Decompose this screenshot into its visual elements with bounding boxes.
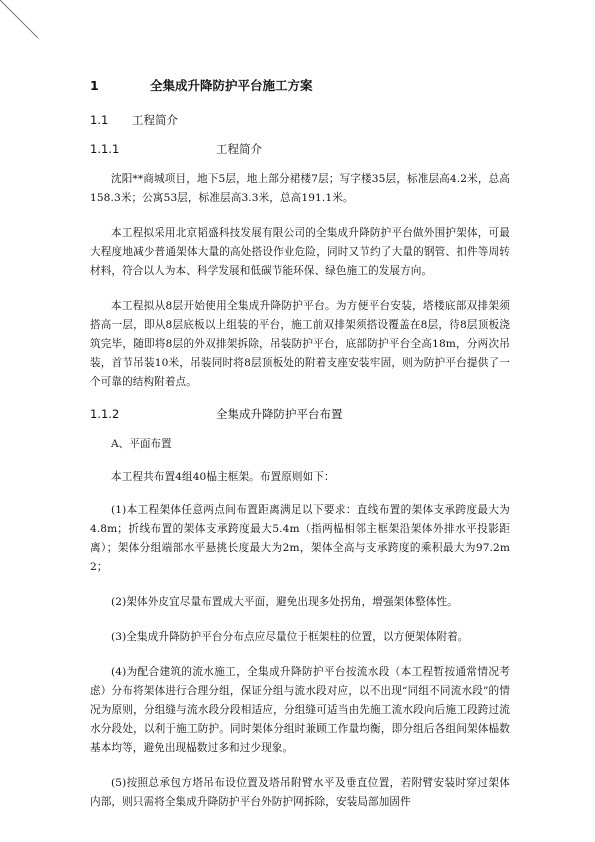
heading-1-1 (90, 112, 510, 129)
heading-1-1-2-title: 全集成升降防护平台布置 (216, 407, 343, 421)
paragraph-layout-intro: 本工程共布置4组40榀主框架。布置原则如下： (111, 471, 335, 483)
heading-1-1-1-number: 1.1.1 (90, 142, 120, 156)
heading-1-1-2-number: 1.1.2 (90, 407, 120, 421)
paragraph-platform-adoption: 本工程拟采用北京韬盛科技发展有限公司的全集成升降防护平台做外围护架体，可最大程度地减少普通架体大量的高处搭设作业危险，同时又节约了大量的钢管、扣件等周转材料，符合以人为本、科学发展和低碳节能环保、绿色施工的发展方向。 (90, 227, 510, 277)
paragraph-rule-4: (4)为配合建筑的流水施工，全集成升降防护平台按流水段（本工程暂按通常情况考虑）分布将架体进行合理分组，保证分组与流水段对应，以不出现“同组不同流水段”的情况为原则，分组缝与流水段分段相适应，分组缝可适当由先施工流水段向后施工段跨过流水分段处，以利于施工防护。同时架体分组时兼顾工作量均衡，即分组后各组间架体榀数基本均等，避免出现榀数过多和过少现象。 (90, 666, 510, 754)
paragraph-rule-1: (1)本工程架体任意两点间布置距离满足以下要求：直线布置的架体支承跨度最大为4.8m；折线布置的架体支承跨度最大5.4m（指两榀相邻主框架沿架体外排水平投影距离）；架体分组端部水平悬挑长度最大为2m，架体全高与支承跨度的乘积最大为97.2m2； (90, 504, 510, 573)
paragraph-installation-start: 本工程拟从8层开始使用全集成升降防护平台。为方便平台安装，塔楼底部双排架须搭高一层，即从8层底板以上组装的平台，施工前双排架须搭设覆盖在8层，待8层顶板浇筑完毕，随即将8层的外双排架拆除，吊装防护平台，底部防护平台全高18m，分两次吊装，首节吊装10米，吊装同时将8层顶板处的附着支座安装牢固，则为防护平台提供了一个可靠的结构附着点。 (90, 300, 510, 388)
subheading-plan-layout: A、平面布置 (111, 438, 172, 450)
corner-fold-line-icon (0, 0, 40, 40)
heading-1-1-number: 1.1 (90, 113, 109, 127)
heading-1-1-title: 工程简介 (132, 113, 178, 127)
paragraph-project-overview: 沈阳**商城项目，地下5层，地上部分裙楼7层；写字楼35层，标准层高4.2米，总高158.3米；公寓53层，标准层高3.3米，总高191.1米。 (90, 173, 510, 204)
paragraph-rule-5: (5)按照总承包方塔吊布设位置及塔吊附臂水平及垂直位置，若附臂安装时穿过架体内部，则只需将全集成升降防护平台外防护网拆除，安装局部加固件 (90, 777, 510, 808)
heading-1-1-1 (90, 141, 510, 158)
heading-1 (90, 76, 510, 94)
heading-1-1-2 (90, 406, 510, 423)
document-page (90, 76, 510, 828)
paragraph-rule-3: (3)全集成升降防护平台分布点应尽量位于框架柱的位置，以方便架体附着。 (111, 631, 469, 643)
heading-1-title: 全集成升降防护平台施工方案 (150, 78, 313, 93)
heading-1-1-1-title: 工程简介 (216, 142, 262, 156)
heading-1-number: 1 (90, 78, 99, 93)
paragraph-rule-2: (2)架体外皮宜尽量布置成大平面，避免出现多处拐角，增强架体整体性。 (111, 596, 458, 608)
